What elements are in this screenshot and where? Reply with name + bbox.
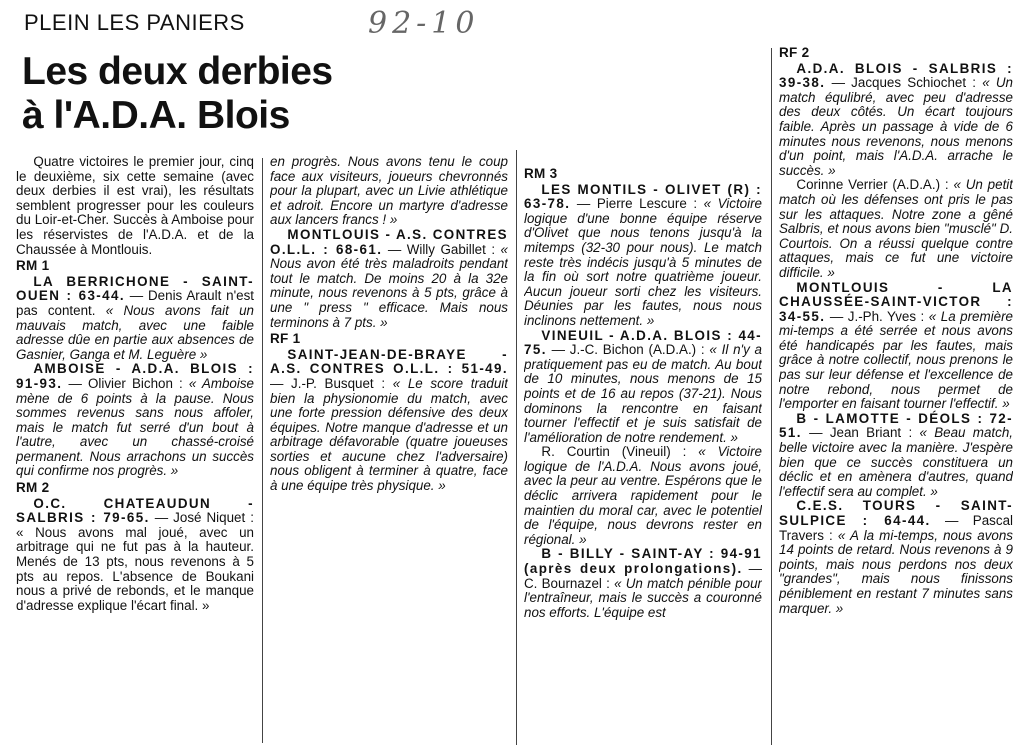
match-report xyxy=(524,183,762,329)
column-rule xyxy=(771,48,772,745)
article-column-2 xyxy=(270,155,508,595)
match-report xyxy=(779,499,1013,616)
match-result: B - BILLY - SAINT-AY : 94-91 (après deux prolongations). xyxy=(524,546,762,577)
handwritten-date: 92-10 xyxy=(368,6,480,41)
quote: « Il n'y a pratiquement pas eu de match. Au bout de 10 minutes, nous menons de 15 points et de 16 au repos (37-21). Nous dominons la rencontre en faisant tourner l'effectif et je suis satisfait de l'amélioration de notre rendement. » xyxy=(524,342,762,445)
match-report xyxy=(779,412,1013,500)
match-report xyxy=(779,281,1013,412)
quote: « Nous avon été très maladroits pendant tout le match. De moins 20 à la 32e minute, nous revenons à 5 pts, grâce à une " press " efficace. Mais nous terminons à 7 pts. » xyxy=(270,241,508,330)
match-report xyxy=(524,329,762,446)
speaker: — J.-Ph. Yves : xyxy=(825,308,929,324)
match-result: A.D.A. BLOIS - SALBRIS : 39-38. xyxy=(779,60,1013,91)
quote: « Nous avons mal joué, avec un arbitrage qui ne fut pas à la hauteur. Menés de 13 pts, nous revenons à 5 pts au repos. L'absence de Boukani nous a privé de rebonds, et le manque d'adresse explique l'écart final. » xyxy=(16,524,254,613)
speaker: — Jacques Schiochet : xyxy=(825,75,983,91)
speaker: R. Courtin (Vineuil) : xyxy=(541,444,699,460)
speaker: — José Niquet : xyxy=(149,510,254,526)
headline-line-1: Les deux derbies xyxy=(22,50,333,93)
match-result: MONTLOUIS - A.S. CONTRES O.L.L. : 68-61. xyxy=(270,226,508,257)
section-kicker: PLEIN LES PANIERS xyxy=(24,10,245,35)
match-result: LA BERRICHONE - SAINT-OUEN : 63-44. xyxy=(16,273,254,304)
section-heading: RM 3 xyxy=(524,166,558,181)
match-result: AMBOISE - A.D.A. BLOIS : 91-93. xyxy=(16,361,254,391)
match-result: MONTLOUIS - LA CHAUSSÉE-SAINT-VICTOR : 34-55. xyxy=(779,279,1013,324)
match-report xyxy=(524,547,762,620)
speaker: — Olivier Bichon : xyxy=(62,375,189,391)
section-heading: RM 1 xyxy=(16,258,50,274)
quote: « Un match équlibré, avec peu d'adresse des deux côtés. Un écart toujours faible. Après un passage à vide de 6 minutes nous revenons, nous menons d'un point, mais l'A.D.A. arrache le succès. » xyxy=(779,75,1013,178)
match-report xyxy=(16,275,254,363)
quote: « A la mi-temps, nous avons 14 points de retard. Nous revenons à 9 points, mais nous perdons nos deux "grandes", mais nous finissons péniblement en restant 7 minutes sans marquer. » xyxy=(779,527,1013,616)
headline-line-2: à l'A.D.A. Blois xyxy=(22,94,290,137)
match-report xyxy=(16,362,254,479)
quote: « Amboise mène de 6 points à la pause. Nous sommes revenus sans nous affoler, mais le match fut serré d'un bout à l'autre, avec un chassé-croisé permanent. Nous arrachons un succès qui confirme nos progrès. » xyxy=(16,375,254,479)
headline xyxy=(22,50,333,138)
quote: « Un match pénible pour l'entraîneur, mais le succès a couronné nos efforts. L'équipe est xyxy=(524,575,762,620)
reaction xyxy=(524,445,762,547)
section-heading: RF 2 xyxy=(779,45,810,60)
article-column-1 xyxy=(16,155,254,751)
section-heading: RF 1 xyxy=(270,331,301,347)
column-rule xyxy=(262,158,263,743)
article-column-4 xyxy=(779,44,1013,751)
match-report xyxy=(16,497,254,614)
article-column-3 xyxy=(524,165,762,751)
quote: « Beau match, belle victoire avec la manière. J'espère bien que ce succès constituera un déclic et en amènera d'autres, quand l'effectif sera au complet. » xyxy=(779,425,1013,499)
speaker: — Denis Arault n'est pas content. xyxy=(16,288,254,318)
match-report xyxy=(779,62,1013,179)
speaker: — J.-P. Busquet : xyxy=(270,375,393,391)
speaker: — Willy Gabillet : xyxy=(382,241,501,257)
match-result: SAINT-JEAN-DE-BRAYE - A.S. CONTRES O.L.L. : 51-49. xyxy=(270,346,508,377)
speaker: — Jean Briant : xyxy=(801,425,920,441)
match-result: VINEUIL - A.D.A. BLOIS : 44-75. xyxy=(524,327,762,358)
quote: « Nous avons fait un mauvais match, avec une faible adresse dûe en partie aux absences de Gasnier, Ganga et M. Leguère » xyxy=(16,302,254,362)
match-result: C.E.S. TOURS - SAINT-SULPICE : 64-44. xyxy=(779,498,1013,528)
quote: « La première mi-temps a été serrée et nous avons été handicapés par les fautes, mais grâce à notre collectif, nous prenons le pas sur leur défense et l'excellence de notre rebond, nous permet de l'emporter en faisant tourner l'effectif. » xyxy=(779,308,1013,412)
continued-quote: en progrès. Nous avons tenu le coup face aux visiteurs, joueurs chevronnés pour la plupart, avec un Livie athlétique et adroit. Encore un martyre d'adresse aux lancers francs ! » xyxy=(270,155,508,228)
speaker: — Pierre Lescure : xyxy=(570,196,704,212)
speaker: — J.-C. Bichon (A.D.A.) : xyxy=(546,342,710,358)
quote: « Victoire logique de l'A.D.A. Nous avons joué, avec la peur au ventre. Espérons que le déclic arrivera rapidement pour le maintien du moral car, avec le potentiel de l'équipe, nous devrons rester en régional. » xyxy=(524,444,762,547)
speaker: Corinne Verrier (A.D.A.) : xyxy=(796,177,954,193)
intro-paragraph: Quatre victoires le premier jour, cinq le deuxième, six cette semaine (avec deux derbies il est vrai), les résultats semblent progresser pour les couleurs du Loir-et-Cher. Succès à Amboise pour les réservistes de l'A.D.A. et de la Chaussée à Montlouis. xyxy=(16,155,254,257)
column-rule xyxy=(516,150,517,745)
match-result: LES MONTILS - OLIVET (R) : 63-78. xyxy=(524,181,762,212)
match-result: B - LAMOTTE - DÉOLS : 72-51. xyxy=(779,410,1013,441)
quote: « Un petit match où les défenses ont pris le pas sur les attaques. Notre zone a gêné Salbris, et nous avons bien "musclé" D. Courtois. On a réussi quelque contre attaques, mais ce fut une victoire difficile. » xyxy=(779,177,1013,280)
match-report xyxy=(270,348,508,494)
reaction xyxy=(779,178,1013,280)
speaker: — Pascal Travers : xyxy=(779,513,1013,543)
section-heading: RM 2 xyxy=(16,480,50,496)
match-result: O.C. CHATEAUDUN - SALBRIS : 79-65. xyxy=(16,495,254,526)
quote: « Le score traduit bien la physionomie du match, avec une forte pression défensive des deux équipes. Notre manque d'adresse et un arbitrage défavorable (quatre joueuses sorties et aucune chez l'adversaire) nous obligent à terminer à quatre, face à une équipe très physique. » xyxy=(270,375,508,494)
match-report xyxy=(270,228,508,330)
speaker: — C. Bournazel : xyxy=(524,561,762,591)
quote: « Victoire logique d'une bonne équipe réserve d'Olivet que nous tenons jusqu'à la mitemps (32-30 pour nous). Le match reste très indécis jusqu'à 5 minutes de la fin où sort notre quatrième joueur. Aucun joueur sorti chez les visiteurs. Déunies par les fautes, nous nous inclinons nettement. » xyxy=(524,196,762,328)
